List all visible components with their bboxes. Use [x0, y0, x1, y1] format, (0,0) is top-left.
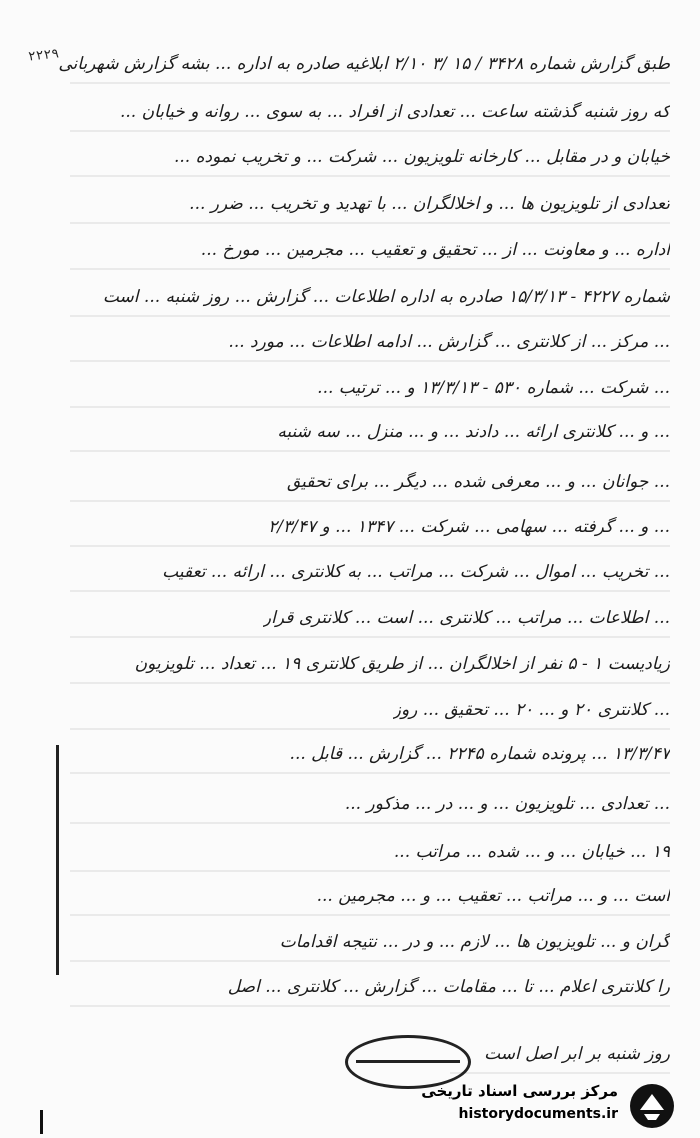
line-text: اداره ... و معاونت ... از ... تحقیق و تعقیب ... مجرمین ... مورخ ...	[200, 240, 670, 260]
stamp-scribble	[356, 1060, 460, 1063]
line-text: است ... و ... مراتب ... تعقیب ... و ... مجرمین ...	[316, 886, 670, 906]
handwritten-line-6	[70, 285, 670, 317]
line-text: ... اطلاعات ... مراتب ... کلانتری ... است ... کلانتری قرار	[262, 608, 670, 628]
line-text: ... و ... کلانتری ارائه ... دادند ... و ... منزل ... سه شنبه	[277, 422, 670, 442]
handwritten-line-4	[70, 192, 670, 224]
handwritten-line-13	[70, 606, 670, 638]
line-text: که روز شنبه گذشته ساعت ... تعدادی از افراد ... به سوی ... روانه و خیابان ...	[119, 102, 670, 122]
line-text: زیادیست ۱ - ۵ نفر از اخلالگران ... از طریق کلانتری ۱۹ ... تعداد ... تلویزیون	[134, 654, 670, 674]
handwritten-line-7	[70, 330, 670, 362]
line-text: ... و ... گرفته ... سهامی ... شرکت ... ۱۳۴۷ ... و ۲/۳/۴۷	[268, 517, 670, 537]
line-text: ... شرکت ... شماره ۵۳۰ - ۱۳/۳/۱۳ و ... ترتیب ...	[317, 378, 670, 398]
line-text: ... مرکز ... از کلانتری ... گزارش ... ادامه اطلاعات ... مورد ...	[228, 332, 670, 352]
handwritten-line-3	[70, 145, 670, 177]
handwritten-line-18	[70, 840, 670, 872]
line-text: تعدادی از تلویزیون ها ... و اخلالگران ... با تهدید و تخریب ... ضرر ...	[189, 194, 670, 214]
line-text: را کلانتری اعلام ... تا ... مقامات ... گزارش ... کلانتری ... اصل	[227, 977, 670, 997]
line-text: شماره ۴۲۲۷ - ۱۵/۳/۱۳ صادره به اداره اطلاعات ... گزارش ... روز شنبه ... است	[102, 287, 670, 307]
line-text: خیابان و در مقابل ... کارخانه تلویزیون ... شرکت ... و تخریب نموده ...	[173, 147, 670, 167]
handwritten-line-9	[70, 420, 670, 452]
handwritten-line-16	[70, 742, 670, 774]
line-text: ۱۹ ... خیابان ... و ... شده ... مراتب ...	[393, 842, 670, 862]
handwritten-line-21	[70, 975, 670, 1007]
handwritten-line-17	[70, 792, 670, 824]
line-text: ... کلانتری ۲۰ و ... ۲۰ ... تحقیق ... روز	[392, 700, 670, 720]
handwritten-line-14	[70, 652, 670, 684]
line-text: ۱۳/۳/۴۷ ... پرونده شماره ۲۲۴۵ ... گزارش ... قابل ...	[289, 744, 670, 764]
line-text: طبق گزارش شماره ۳۴۲۸ / ۱۵ /۳ ۲/۱۰ ابلاغیه صادره به اداره ... بشه گزارش شهربانی	[58, 54, 670, 74]
handwritten-line-10	[70, 470, 670, 502]
history-documents-logo-icon	[624, 1080, 680, 1132]
line-text: ... جوانان ... و ... معرفی شده ... دیگر ... برای تحقیق	[287, 472, 670, 492]
handwritten-line-1	[58, 52, 670, 84]
handwritten-line-19	[70, 884, 670, 916]
handwritten-line-22	[450, 1042, 670, 1074]
document-number: ۲۲۲۹	[27, 46, 61, 65]
handwritten-line-11	[70, 515, 670, 547]
handwritten-line-8	[70, 376, 670, 408]
line-text: ... تخریب ... اموال ... شرکت ... مراتب ... به کلانتری ... ارائه ... تعقیب	[162, 562, 670, 582]
handwritten-line-15	[70, 698, 670, 730]
watermark-url: historydocuments.ir	[458, 1106, 618, 1122]
margin-bracket	[56, 745, 59, 975]
line-text: روز شنبه بر ابر اصل است	[484, 1044, 670, 1064]
handwritten-line-5	[70, 238, 670, 270]
handwritten-line-12	[70, 560, 670, 592]
margin-mark	[40, 1110, 43, 1134]
watermark-title: مرکز بررسی اسناد تاریخی	[421, 1082, 618, 1100]
line-text: گران و ... تلویزیون ها ... لازم ... و در ... نتیجه اقدامات	[279, 932, 670, 952]
line-text: ... تعدادی ... تلویزیون ... و ... در ... مذکور ...	[344, 794, 670, 814]
handwritten-line-2	[70, 100, 670, 132]
handwritten-line-20	[70, 930, 670, 962]
watermark	[388, 1076, 688, 1138]
